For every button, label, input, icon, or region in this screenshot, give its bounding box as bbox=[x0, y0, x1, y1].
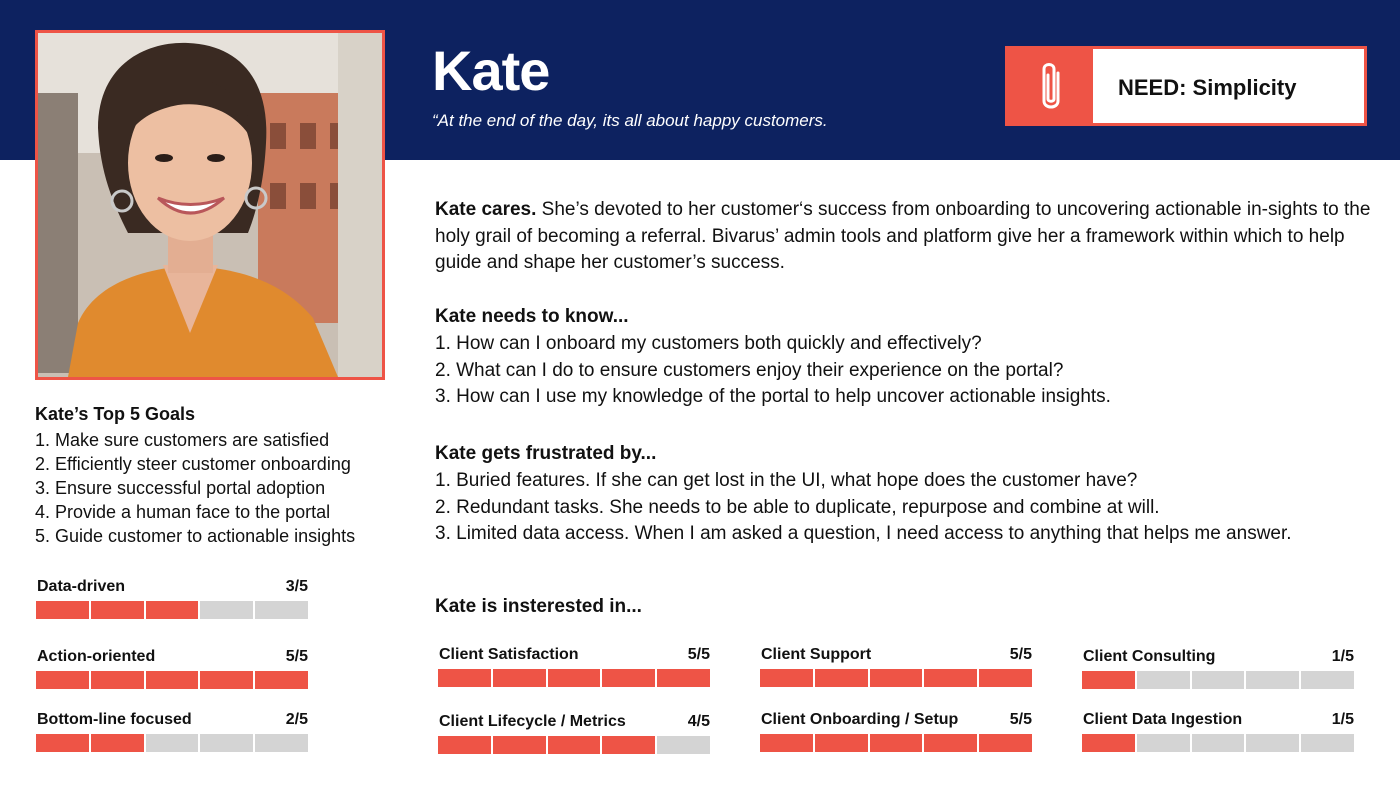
meter-score: 5/5 bbox=[1009, 711, 1032, 728]
meter-segment-filled bbox=[200, 671, 253, 689]
meter-score: 5/5 bbox=[285, 648, 308, 665]
meter-segment-filled bbox=[91, 734, 144, 752]
meter-segment-filled bbox=[760, 734, 813, 752]
meter-label: Client Onboarding / Setup bbox=[761, 711, 959, 728]
meter-bar bbox=[36, 671, 308, 689]
meter-segment-filled bbox=[760, 669, 813, 687]
needs-to-know-title: Kate needs to know... bbox=[435, 306, 629, 327]
meter-segment-empty bbox=[200, 734, 253, 752]
meter-segment-empty bbox=[1137, 671, 1190, 689]
meter-score: 4/5 bbox=[687, 713, 710, 730]
interest-meter-client-satisfaction bbox=[438, 646, 710, 666]
list-item: 1. Buried features. If she can get lost in the UI, what hope does the customer have? bbox=[435, 470, 1138, 491]
description-lead: Kate cares. bbox=[435, 199, 537, 220]
meter-segment-filled bbox=[979, 734, 1032, 752]
needs-to-know-list bbox=[435, 331, 1111, 411]
meter-score: 2/5 bbox=[285, 711, 308, 728]
meter-segment-empty bbox=[1192, 734, 1245, 752]
meter-label: Bottom-line focused bbox=[37, 711, 192, 728]
meter-label: Action-oriented bbox=[37, 648, 156, 665]
meter-segment-filled bbox=[438, 736, 491, 754]
goals-title: Kate’s Top 5 Goals bbox=[35, 404, 196, 424]
meter-score: 3/5 bbox=[285, 578, 308, 595]
list-item: 4. Provide a human face to the portal bbox=[35, 502, 331, 522]
meter-segment-filled bbox=[1082, 734, 1135, 752]
meter-segment-filled bbox=[870, 734, 923, 752]
trait-meter-bottom-line-focused bbox=[36, 711, 308, 731]
meter-bar bbox=[36, 734, 308, 752]
meter-segment-empty bbox=[255, 734, 308, 752]
frustrations-list bbox=[435, 468, 1292, 548]
list-item: 3. How can I use my knowledge of the portal to help uncover actionable insights. bbox=[435, 386, 1111, 407]
meter-bar bbox=[36, 601, 308, 619]
meter-segment-filled bbox=[815, 669, 868, 687]
meter-segment-empty bbox=[1192, 671, 1245, 689]
meter-segment-filled bbox=[146, 671, 199, 689]
meter-label: Client Satisfaction bbox=[439, 646, 579, 663]
meter-label: Data-driven bbox=[37, 578, 126, 595]
meter-score: 1/5 bbox=[1331, 711, 1354, 728]
meter-segment-filled bbox=[548, 669, 601, 687]
meter-bar bbox=[760, 734, 1032, 752]
meter-segment-empty bbox=[1137, 734, 1190, 752]
list-item: 2. Redundant tasks. She needs to be able to duplicate, repurpose and combine at will. bbox=[435, 496, 1160, 518]
meter-label: Client Data Ingestion bbox=[1083, 711, 1243, 728]
meter-segment-filled bbox=[91, 671, 144, 689]
meter-segment-empty bbox=[1246, 734, 1299, 752]
meter-segment-filled bbox=[493, 736, 546, 754]
persona-photo bbox=[35, 30, 385, 380]
list-item: 2. What can I do to ensure customers enjoy their experience on the portal? bbox=[435, 359, 1064, 381]
meter-segment-filled bbox=[924, 669, 977, 687]
list-item: 1. Make sure customers are satisfied bbox=[35, 430, 330, 450]
description-text: She’s devoted to her customer‘s success from onboarding to uncovering actionable in-sights to the holy grail of becoming a referral. Bivarus’ admin tools and platform give her a framework within which to help guide and shape her customer’s success. bbox=[435, 199, 1371, 273]
trait-meter-action-oriented bbox=[36, 648, 308, 668]
persona-quote: “At the end of the day, its all about happy customers. bbox=[432, 111, 828, 130]
meter-segment-filled bbox=[815, 734, 868, 752]
paperclip-icon bbox=[1034, 59, 1068, 115]
meter-bar bbox=[438, 736, 710, 754]
need-icon-box bbox=[1008, 49, 1093, 123]
meter-bar bbox=[1082, 671, 1354, 689]
list-item: 3. Ensure successful portal adoption bbox=[35, 478, 326, 498]
need-card bbox=[1005, 46, 1367, 126]
meter-segment-filled bbox=[438, 669, 491, 687]
meter-segment-filled bbox=[146, 601, 199, 619]
meter-segment-filled bbox=[924, 734, 977, 752]
meter-segment-filled bbox=[91, 601, 144, 619]
goals-list bbox=[35, 428, 355, 548]
meter-segment-filled bbox=[602, 669, 655, 687]
interest-meter-client-consulting bbox=[1082, 648, 1354, 668]
meter-segment-filled bbox=[255, 671, 308, 689]
meter-segment-filled bbox=[493, 669, 546, 687]
list-item: 1. How can I onboard my customers both quickly and effectively? bbox=[435, 333, 982, 354]
meter-segment-filled bbox=[548, 736, 601, 754]
meter-bar bbox=[760, 669, 1032, 687]
meter-segment-empty bbox=[1246, 671, 1299, 689]
meter-segment-empty bbox=[146, 734, 199, 752]
meter-segment-filled bbox=[657, 669, 710, 687]
interest-meter-client-lifecycle bbox=[438, 713, 710, 733]
meter-segment-empty bbox=[200, 601, 253, 619]
persona-portrait-image bbox=[38, 33, 382, 377]
meter-segment-filled bbox=[870, 669, 923, 687]
need-label: NEED: Simplicity bbox=[1118, 75, 1297, 100]
meter-score: 5/5 bbox=[1009, 646, 1032, 663]
meter-segment-filled bbox=[36, 601, 89, 619]
frustrations-title: Kate gets frustrated by... bbox=[435, 443, 657, 464]
list-item: 3. Limited data access. When I am asked a question, I need access to anything that helps me answer. bbox=[435, 523, 1292, 544]
meter-segment-filled bbox=[1082, 671, 1135, 689]
meter-segment-filled bbox=[36, 671, 89, 689]
list-item: 2. Efficiently steer customer onboarding bbox=[35, 454, 351, 474]
meter-segment-filled bbox=[602, 736, 655, 754]
persona-name: Kate bbox=[432, 39, 550, 102]
meter-segment-empty bbox=[255, 601, 308, 619]
meter-segment-empty bbox=[1301, 671, 1354, 689]
meter-segment-empty bbox=[657, 736, 710, 754]
meter-segment-filled bbox=[36, 734, 89, 752]
meter-label: Client Support bbox=[761, 646, 872, 663]
meter-bar bbox=[1082, 734, 1354, 752]
list-item: 5. Guide customer to actionable insights bbox=[35, 526, 356, 546]
meter-segment-empty bbox=[1301, 734, 1354, 752]
meter-label: Client Lifecycle / Metrics bbox=[439, 713, 626, 730]
interest-meter-client-data-ingestion bbox=[1082, 711, 1354, 731]
meter-bar bbox=[438, 669, 710, 687]
meter-segment-filled bbox=[979, 669, 1032, 687]
meter-score: 5/5 bbox=[687, 646, 710, 663]
meter-label: Client Consulting bbox=[1083, 648, 1216, 665]
trait-meter-data-driven bbox=[36, 578, 308, 598]
interests-title: Kate is insterested in... bbox=[435, 596, 642, 617]
interest-meter-client-onboarding bbox=[760, 711, 1032, 731]
persona-description bbox=[435, 197, 1375, 277]
interest-meter-client-support bbox=[760, 646, 1032, 666]
meter-score: 1/5 bbox=[1331, 648, 1354, 665]
